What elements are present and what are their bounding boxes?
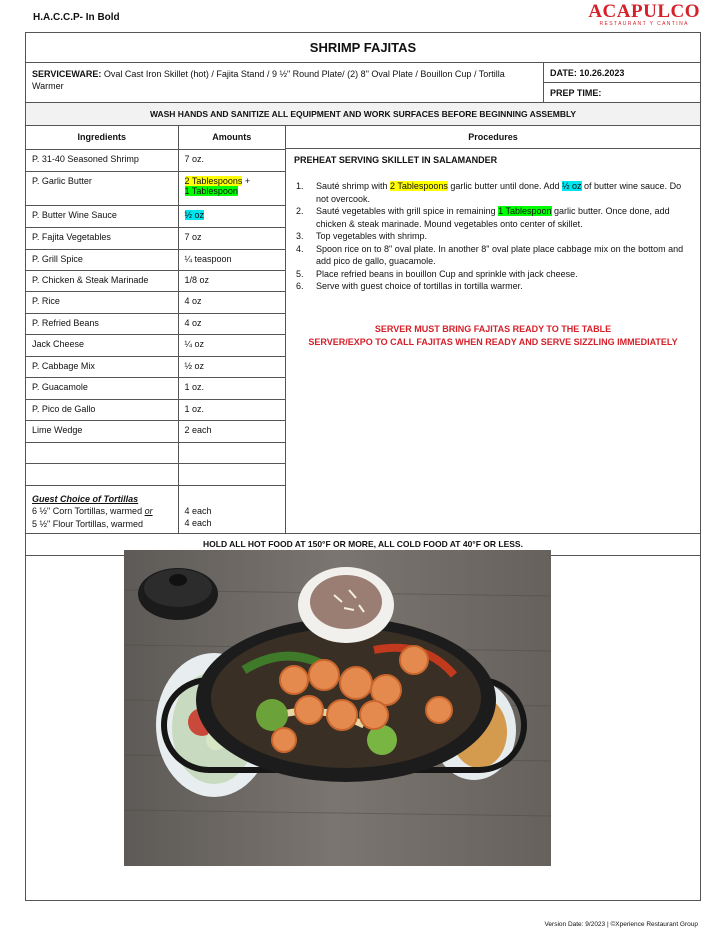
ingredient-name: P. Fajita Vegetables <box>26 227 178 249</box>
table-row <box>26 291 285 313</box>
step-text-part: garlic butter. Once done, add chicken & steak marinade. Mound vegetables onto center of skillet. <box>316 206 670 229</box>
recipe-title: SHRIMP FAJITAS <box>26 33 700 63</box>
procedure-step <box>294 280 692 293</box>
procedures-body <box>286 149 700 355</box>
step-text-part: Sauté vegetables with grill spice in remaining <box>316 206 499 216</box>
step-text-part: garlic butter until done. Add <box>447 181 562 191</box>
procedure-step <box>294 243 692 268</box>
step-number: 6. <box>296 281 304 291</box>
table-row <box>26 356 285 377</box>
procedure-step <box>294 180 692 205</box>
wash-hands-notice: WASH HANDS AND SANITIZE ALL EQUIPMENT AND WORK SURFACES BEFORE BEGINNING ASSEMBLY <box>26 103 700 126</box>
empty-cell <box>26 463 178 485</box>
corn-tortillas-text: 6 ½" Corn Tortillas, warmed <box>32 506 145 516</box>
table-row <box>26 463 285 485</box>
ingredient-name: P. Rice <box>26 291 178 313</box>
table-row <box>26 270 285 291</box>
ingredient-name: P. Cabbage Mix <box>26 356 178 377</box>
ingredients-header: Ingredients <box>26 126 178 149</box>
table-row <box>26 377 285 399</box>
tortilla-amounts <box>178 485 285 534</box>
procedures-header: Procedures <box>286 126 700 149</box>
table-row <box>26 171 285 205</box>
table-row <box>26 249 285 270</box>
step-text: Serve with guest choice of tortillas in tortilla warmer. <box>316 281 523 291</box>
warning-line: SERVER/EXPO TO CALL FAJITAS WHEN READY AND SERVE SIZZLING IMMEDIATELY <box>308 336 678 347</box>
table-row <box>26 205 285 227</box>
ingredient-name: P. Butter Wine Sauce <box>26 205 178 227</box>
step-number: 4. <box>296 243 304 254</box>
step-number: 5. <box>296 268 304 279</box>
logo-wordmark: ACAPULCO <box>588 1 700 22</box>
procedure-step <box>294 205 692 230</box>
ingredient-amount: 7 oz. <box>178 149 285 171</box>
step-text: Top vegetables with shrimp. <box>316 231 428 241</box>
preheat-instruction: PREHEAT SERVING SKILLET IN SALAMANDER <box>294 155 498 165</box>
ingredients-table <box>26 126 286 533</box>
ingredient-amount: 1 oz. <box>178 399 285 420</box>
step-number: 3. <box>296 231 304 241</box>
ingredient-amount: 4 oz <box>178 313 285 334</box>
ingredient-amount: 1 oz. <box>178 377 285 399</box>
empty-cell <box>26 442 178 463</box>
ingredient-amount: 2 each <box>178 420 285 442</box>
ingredient-name: Lime Wedge <box>26 420 178 442</box>
recipe-date: DATE: 10.26.2023 <box>544 63 700 83</box>
meta-cells <box>544 63 700 102</box>
ingredient-name: P. Guacamole <box>26 377 178 399</box>
ingredient-name: Jack Cheese <box>26 334 178 356</box>
server-warning <box>294 323 692 349</box>
procedure-step <box>294 230 692 243</box>
ingredient-name: P. Grill Spice <box>26 249 178 270</box>
ingredient-amount <box>178 205 285 227</box>
step-text <box>316 205 692 230</box>
ingredient-amount: 4 oz <box>178 291 285 313</box>
guest-choice-title: Guest Choice of Tortillas <box>32 493 139 504</box>
step-number: 2. <box>296 206 304 216</box>
highlight-amount: ½ oz <box>184 209 205 220</box>
table-row <box>26 313 285 334</box>
hold-temperature-notice: HOLD ALL HOT FOOD AT 150°F OR MORE, ALL COLD FOOD AT 40°F OR LESS. <box>26 534 700 556</box>
highlight-amount: 2 Tablespoons <box>184 175 243 186</box>
highlight-amount: 1 Tablespoon <box>184 185 238 196</box>
step-text: Spoon rice on to 8" oval plate. In another 8" oval plate place cabbage mix on the bottom and add pico de gallo, guacamole. <box>316 243 684 266</box>
ingredient-name: P. Pico de Gallo <box>26 399 178 420</box>
step-text-part: Sauté shrimp with <box>316 181 391 191</box>
ingredient-name: P. Refried Beans <box>26 313 178 334</box>
highlight-amount: ½ oz <box>562 181 582 191</box>
serviceware-label: SERVICEWARE: <box>32 69 102 79</box>
ingredient-name: P. 31-40 Seasoned Shrimp <box>26 149 178 171</box>
table-row <box>26 149 285 171</box>
ingredient-amount: ¼ oz <box>178 334 285 356</box>
ingredient-amount: ½ oz <box>178 356 285 377</box>
serviceware-row <box>26 63 700 103</box>
ingredient-amount <box>178 171 285 205</box>
recipe-body <box>26 126 700 534</box>
serviceware-cell <box>26 63 544 102</box>
step-text: Place refried beans in bouillon Cup and sprinkle with jack cheese. <box>316 268 578 279</box>
amount-plus: + <box>242 175 251 186</box>
highlight-amount: 2 Tablespoons <box>390 181 448 191</box>
table-row <box>26 420 285 442</box>
procedure-step <box>294 268 692 281</box>
or-text: or <box>144 506 153 516</box>
ingredient-name: P. Chicken & Steak Marinade <box>26 270 178 291</box>
procedures-panel <box>286 126 700 533</box>
table-row <box>26 334 285 356</box>
serviceware-text: Oval Cast Iron Skillet (hot) / Fajita Stand / 9 ½" Round Plate/ (2) 8" Oval Plate / Bouillon Cup / Tortilla Warmer <box>32 69 505 91</box>
empty-cell <box>178 442 285 463</box>
logo-tagline: RESTAURANT Y CANTINA <box>599 21 689 27</box>
ingredient-amount: 7 oz <box>178 227 285 249</box>
table-row <box>26 399 285 420</box>
table-row <box>26 442 285 463</box>
corn-amount: 4 each <box>184 505 212 516</box>
ingredient-amount: 1/8 oz <box>178 270 285 291</box>
flour-tortillas: 5 ½" Flour Tortillas, warmed <box>32 518 144 529</box>
ingredient-name: P. Garlic Butter <box>26 171 178 205</box>
warning-line: SERVER MUST BRING FAJITAS READY TO THE TABLE <box>374 323 612 334</box>
procedure-steps <box>294 180 692 293</box>
ingredients-header-row <box>26 126 285 149</box>
prep-time: PREP TIME: <box>550 87 602 98</box>
amounts-header: Amounts <box>178 126 285 149</box>
ingredient-amount: ¼ teaspoon <box>178 249 285 270</box>
acapulco-logo <box>588 2 700 27</box>
flour-amount: 4 each <box>184 518 212 528</box>
corn-tortillas <box>32 505 172 518</box>
version-footer: Version Date: 9/2023 | ©Xperience Restaurant Group <box>544 921 698 928</box>
table-row <box>26 227 285 249</box>
haccp-note: H.A.C.C.P- In Bold <box>33 12 120 23</box>
step-text-part: of butter wine sauce. Do not overcook. <box>316 181 682 204</box>
empty-cell <box>178 463 285 485</box>
highlight-amount: 1 Tablespoon <box>498 206 552 216</box>
step-number: 1. <box>296 181 304 191</box>
guest-tortilla-cell <box>26 485 178 534</box>
guest-tortilla-row <box>26 485 285 534</box>
dish-photo <box>124 550 551 866</box>
fajita-photo-illustration <box>124 550 551 866</box>
step-text <box>316 180 692 205</box>
